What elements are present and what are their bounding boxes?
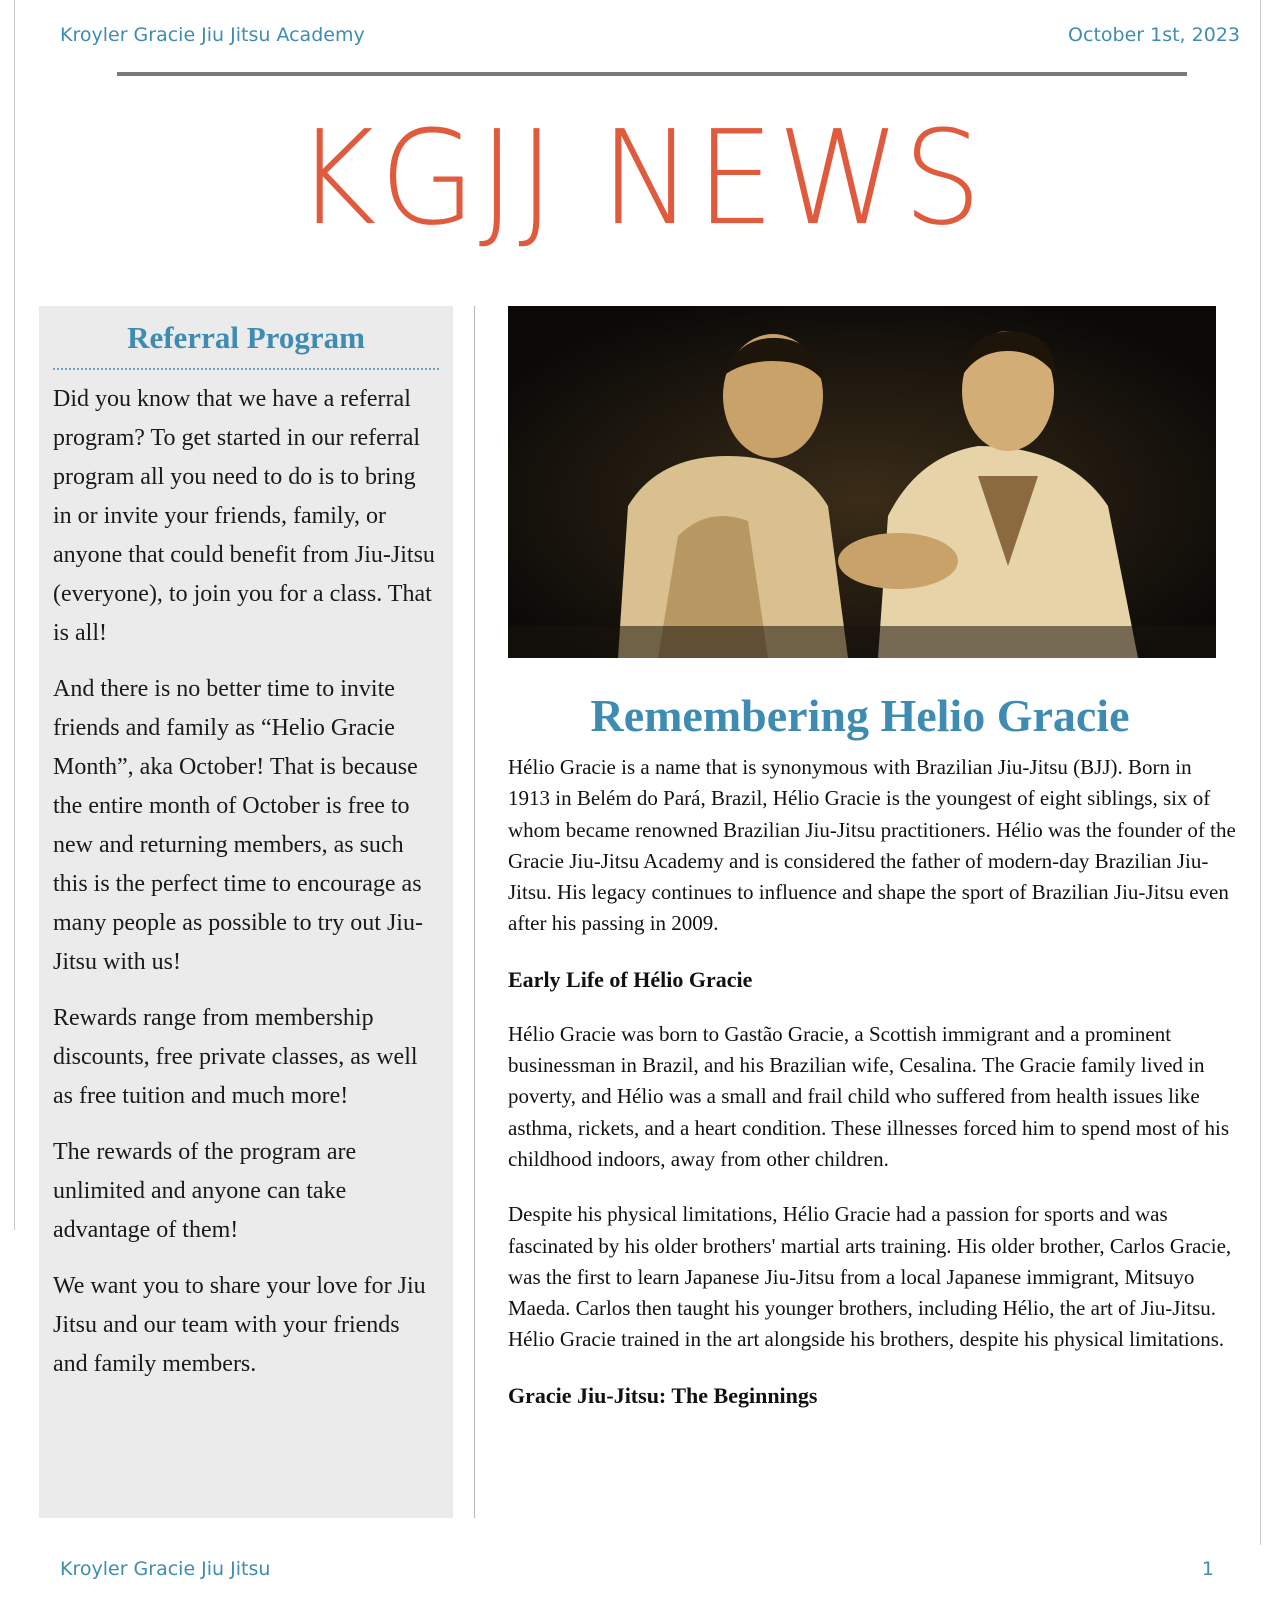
section-heading-beginnings: Gracie Jiu-Jitsu: The Beginnings (508, 1382, 818, 1408)
sidebar-dotted-rule (53, 368, 439, 370)
sidebar-paragraph: Rewards range from membership discounts, free private classes, as well as free tuition and much more! (53, 1005, 418, 1110)
sidebar-paragraph: We want you to share your love for Jiu Jitsu and our team with your friends and family members. (53, 1273, 426, 1378)
article-intro: Hélio Gracie is a name that is synonymous with Brazilian Jiu-Jitsu (BJJ). Born in 1913 in Belém do Pará, Brazil, Hélio Gracie is the youngest of eight siblings, six of whom became renowned Brazilian Jiu-Jitsu practitioners. Hélio was the founder of the Gracie Jiu-Jitsu Academy and is considered the father of modern-day Brazilian Jiu-Jitsu. His legacy continues to influence and shape the sport of Brazilian Jiu-Jitsu even after his passing in 2009. (508, 755, 1236, 936)
sidebar-paragraph: The rewards of the program are unlimited and anyone can take advantage of them! (53, 1139, 357, 1244)
sidebar-paragraph: Did you know that we have a referral program? To get started in our referral program all you need to do is to bring in or invite your friends, family, or anyone that could benefit from Jiu-Jitsu (everyone), to join you for a class. That is all! (53, 386, 435, 647)
page-number: 1 (1201, 1558, 1214, 1580)
sidebar-title: Referral Program (127, 320, 365, 355)
article-body (508, 752, 1236, 1435)
masthead-title: KGJJ NEWS (295, 103, 985, 255)
referral-sidebar (39, 306, 453, 1518)
article-paragraph: Hélio Gracie was born to Gastão Gracie, a Scottish immigrant and a prominent businessman in Brazil, and his Brazilian wife, Cesalina. The Gracie family lived in poverty, and Hélio was a small and frail child who suffered from health issues like asthma, rickets, and a heart condition. These illnesses forced him to spend most of his childhood indoors, away from other children. (508, 1021, 1230, 1171)
header-date: October 1st, 2023 (1068, 24, 1240, 46)
section-heading-early-life: Early Life of Hélio Gracie (508, 966, 753, 992)
article-paragraph: Despite his physical limitations, Hélio Gracie had a passion for sports and was fascinated by his older brothers' martial arts training. His older brother, Carlos Gracie, was the first to learn Japanese Jiu-Jitsu from a local Japanese immigrant, Mitsuyo Maeda. Carlos then taught his younger brothers, including Hélio, the art of Jiu-Jitsu. Hélio Gracie trained in the art alongside his brothers, despite his physical limitations. (508, 1202, 1232, 1352)
article-title: Remembering Helio Gracie (590, 690, 1130, 741)
column-divider (474, 306, 475, 1518)
sidebar-paragraph: And there is no better time to invite friends and family as “Helio Gracie Month”, aka October! That is because the entire month of October is free to new and returning members, as such this is the perfect time to encourage as many people as possible to try out Jiu-Jitsu with us! (53, 676, 423, 976)
header-rule (117, 72, 1187, 76)
footer-name: Kroyler Gracie Jiu Jitsu (60, 1558, 271, 1580)
historic-photo (508, 306, 1216, 658)
header-academy-name: Kroyler Gracie Jiu Jitsu Academy (60, 24, 365, 46)
